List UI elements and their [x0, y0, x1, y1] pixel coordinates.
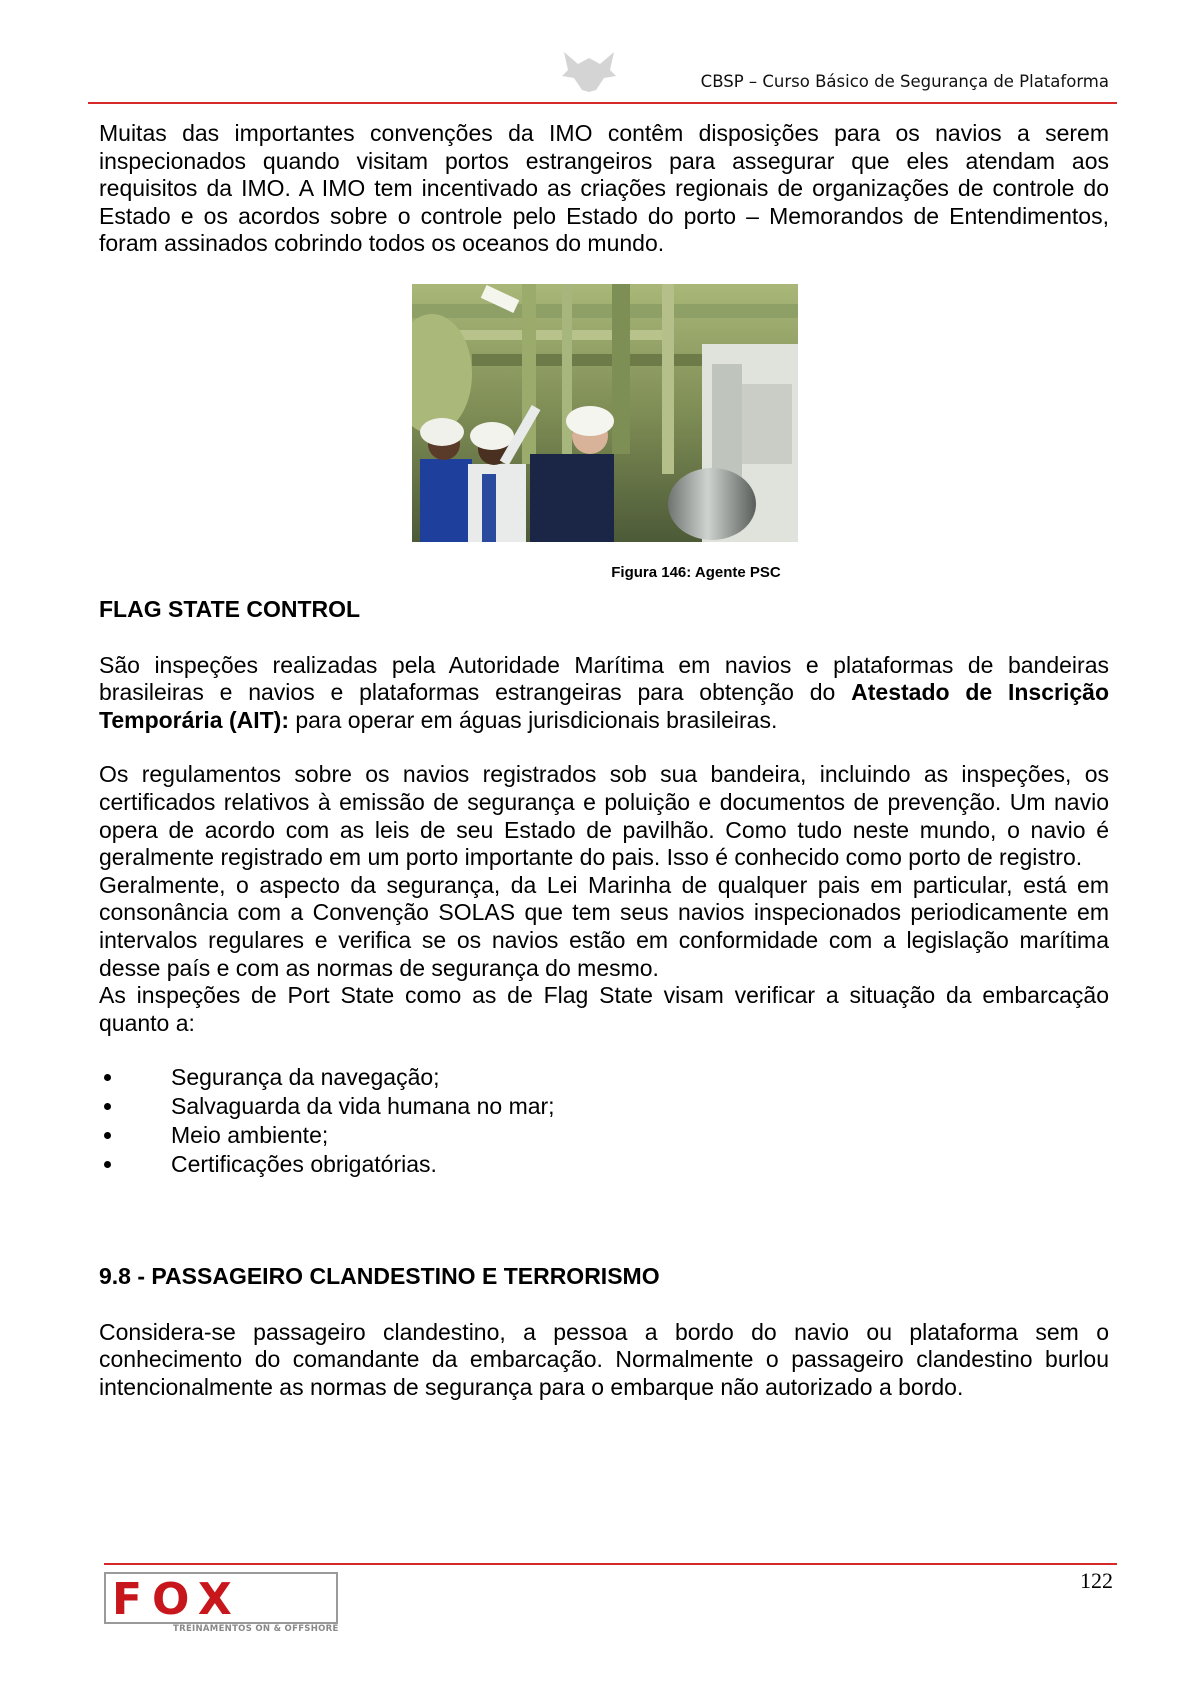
list-item: Salvaguarda da vida humana no mar; [99, 1092, 1109, 1121]
p2-bold-ait: Atestado de Inscrição Temporária (AIT): [99, 679, 1109, 733]
bullet-icon [104, 1132, 111, 1139]
bullet-icon [104, 1103, 111, 1110]
heading-section-9-8: 9.8 - PASSAGEIRO CLANDESTINO E TERRORISMO [99, 1263, 660, 1290]
psc-inspection-photo [412, 284, 798, 542]
logo-wordmark: FOX [112, 1574, 242, 1625]
list-item: Certificações obrigatórias. [99, 1150, 1109, 1179]
paragraph-imo-conventions: Muitas das importantes convenções da IMO contêm disposições para os navios a serem inspecionados quando visitam portos estrangeiros para assegurar que eles atendam aos requisitos da IMO. A IMO tem incentivado as criações regionais de organizações de controle do Estado e os acordos sobre o controle pelo Estado do porto – Memorandos de Entendimentos, foram assinados cobrindo todos os oceanos do mundo. [99, 120, 1109, 257]
figure-caption: Figura 146: Agente PSC [611, 563, 781, 581]
p2-text-start: São inspeções realizadas pela Autoridade Marítima em navios e plataformas de bandeiras brasileiras e navios e plataformas estrangeiras para obtenção do [99, 651, 1109, 706]
page-content [99, 120, 1109, 1402]
logo-tagline: TREINAMENTOS ON & OFFSHORE [173, 1624, 339, 1634]
list-item: Meio ambiente; [99, 1121, 1109, 1150]
paragraph-inspection-scope: As inspeções de Port State como as de Flag State visam verificar a situação da embarcação quanto a: [99, 982, 1109, 1036]
bullet-icon [104, 1161, 111, 1168]
paragraph-flag-regulations: Os regulamentos sobre os navios registrados sob sua bandeira, incluindo as inspeções, os certificados relativos à emissão de segurança e poluição e documentos de prevenção. Um navio opera de acordo com as leis de seu Estado de pavilhão. Como tudo neste mundo, o navio é geralmente registrado em um porto importante do pais. Isso é conhecido como porto de registro. [99, 761, 1109, 871]
p2-text-end: para operar em águas jurisdicionais brasileiras. [288, 706, 778, 733]
list-item: Segurança da navegação; [99, 1063, 1109, 1092]
paragraph-flag-state-inspections [99, 652, 1109, 735]
fox-head-watermark-icon [560, 48, 618, 94]
bullet-icon [104, 1074, 111, 1081]
paragraph-stowaway: Considera-se passageiro clandestino, a pessoa a bordo do navio ou plataforma sem o conhecimento do comandante da embarcação. Normalmente o passageiro clandestino burlou intencionalmente as normas de segurança para o embarque não autorizado a bordo. [99, 1318, 1109, 1401]
paragraph-solas: Geralmente, o aspecto da segurança, da Lei Marinha de qualquer pais em particular, está em consonância com a Convenção SOLAS que tem seus navios inspecionados periodicamente em intervalos regulares e verifica se os navios estão em conformidade com a legislação marítima desse país e com as normas de segurança do mesmo. [99, 871, 1109, 981]
inspection-items-list [99, 1063, 1109, 1179]
document-header-title: CBSP – Curso Básico de Segurança de Plataforma [700, 72, 1109, 91]
heading-flag-state-control: FLAG STATE CONTROL [99, 595, 361, 622]
page-number: 122 [1080, 1568, 1113, 1593]
header-divider [88, 102, 1117, 104]
footer-divider [104, 1563, 1117, 1565]
